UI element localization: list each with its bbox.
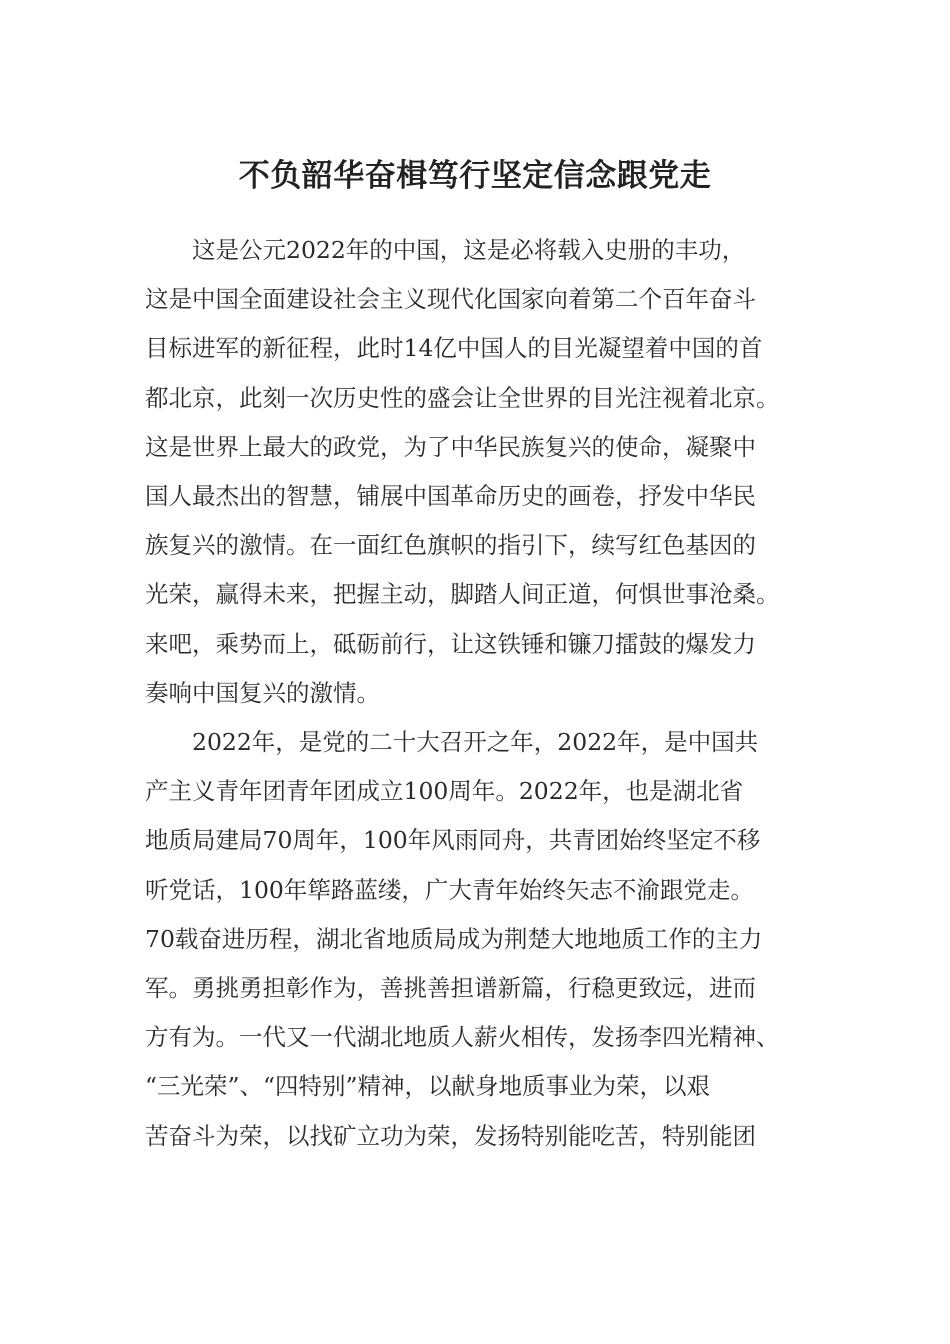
text-line: 听党话，100年筚路蓝缕，广大青年始终矢志不渝跟党走。 (145, 875, 754, 904)
paragraph-2 (145, 718, 810, 1161)
document-title: 不负韶华奋楫笃行坚定信念跟党走 (238, 158, 712, 194)
text-line: 都北京，此刻一次历史性的盛会让全世界的目光注视着北京。 (145, 383, 780, 412)
text-line: “三光荣”、“四特别”精神，以献身地质事业为荣，以艰 (145, 1072, 711, 1101)
text-line: 目标进军的新征程，此时14亿中国人的目光凝望着中国的首 (145, 334, 763, 363)
text-line: 产主义青年团青年团成立100周年。2022年，也是湖北省 (145, 777, 744, 806)
text-line: 2022年，是党的二十大召开之年，2022年，是中国共 (145, 728, 759, 756)
text-line: 来吧，乘势而上，砥砺前行，让这铁锤和镰刀擂鼓的爆发力 (145, 629, 756, 658)
text-line: 奏响中国复兴的激情。 (145, 678, 380, 707)
text-line: 国人最杰出的智慧，铺展中国革命历史的画卷，抒发中华民 (145, 481, 756, 510)
text-line: 这是中国全面建设社会主义现代化国家向着第二个百年奋斗 (145, 285, 756, 314)
paragraph-1 (145, 226, 810, 718)
text-line: 这是世界上最大的政党，为了中华民族复兴的使命，凝聚中 (145, 432, 756, 461)
text-line: 这是公元2022年的中国，这是必将载入史册的丰功， (145, 236, 746, 264)
text-line: 军。勇挑勇担彰作为，善挑善担谱新篇，行稳更致远，进而 (145, 973, 756, 1002)
text-line: 光荣，赢得未来，把握主动，脚踏人间正道，何惧世事沧桑。 (145, 580, 780, 609)
text-line: 地质局建局70周年，100年风雨同舟，共青团始终坚定不移 (145, 826, 761, 855)
text-line: 苦奋斗为荣，以找矿立功为荣，发扬特别能吃苦，特别能团 (145, 1121, 756, 1150)
text-line: 70载奋进历程，湖北省地质局成为荆楚大地地质工作的主力 (145, 924, 763, 953)
text-line: 族复兴的激情。在一面红色旗帜的指引下，续写红色基因的 (145, 531, 756, 560)
text-line: 方有为。一代又一代湖北地质人薪火相传，发扬李四光精神、 (145, 1023, 780, 1052)
